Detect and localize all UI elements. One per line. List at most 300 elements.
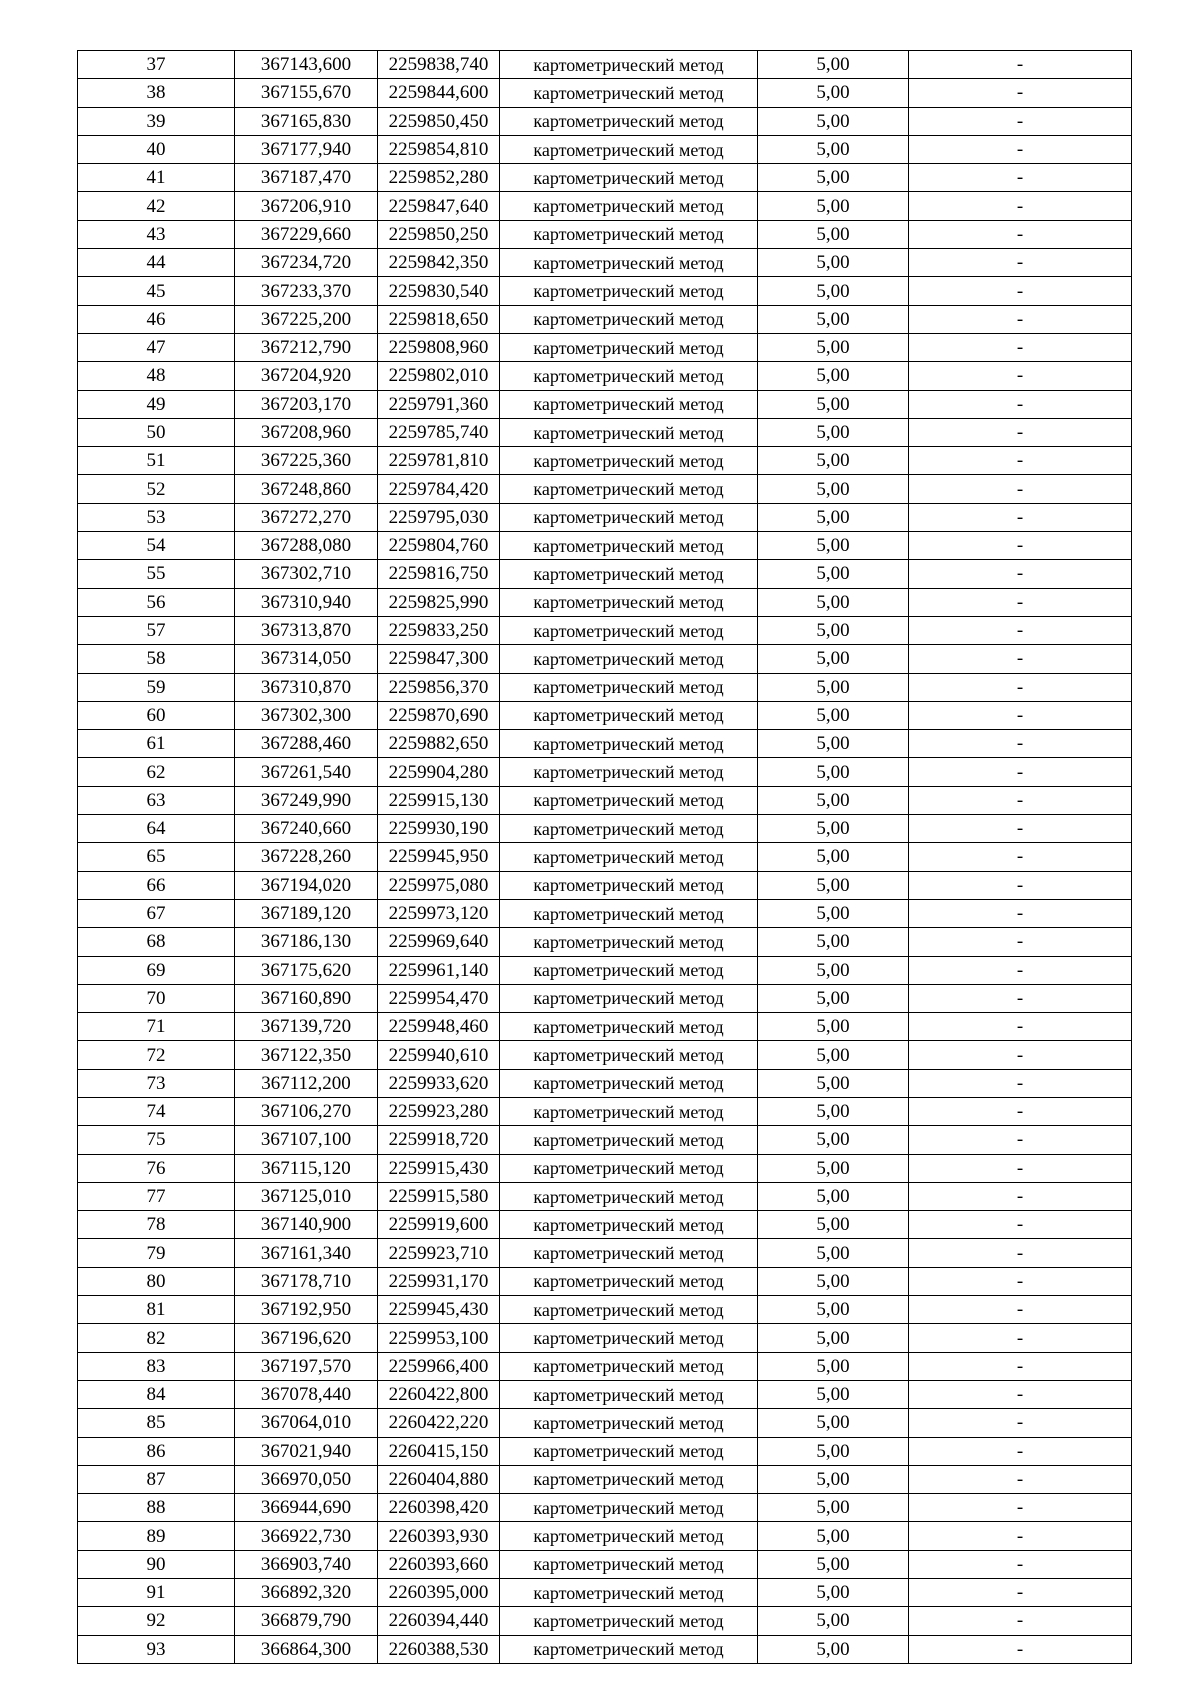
accuracy-cell: 5,00	[758, 588, 909, 616]
point-number-cell: 49	[78, 390, 235, 418]
method-cell: картометрический метод	[500, 645, 758, 673]
x-coordinate-cell: 367261,540	[235, 758, 378, 786]
y-coordinate-cell: 2259940,610	[378, 1041, 500, 1069]
y-coordinate-cell: 2260415,150	[378, 1437, 500, 1465]
note-cell: -	[909, 1522, 1132, 1550]
x-coordinate-cell: 366944,690	[235, 1494, 378, 1522]
x-coordinate-cell: 367140,900	[235, 1211, 378, 1239]
note-cell: -	[909, 277, 1132, 305]
method-cell: картометрический метод	[500, 758, 758, 786]
x-coordinate-cell: 367234,720	[235, 249, 378, 277]
method-cell: картометрический метод	[500, 249, 758, 277]
note-cell: -	[909, 871, 1132, 899]
point-number-cell: 73	[78, 1069, 235, 1097]
point-number-cell: 54	[78, 532, 235, 560]
accuracy-cell: 5,00	[758, 786, 909, 814]
note-cell: -	[909, 701, 1132, 729]
method-cell: картометрический метод	[500, 1069, 758, 1097]
y-coordinate-cell: 2259975,080	[378, 871, 500, 899]
note-cell: -	[909, 390, 1132, 418]
x-coordinate-cell: 367228,260	[235, 843, 378, 871]
note-cell: -	[909, 79, 1132, 107]
x-coordinate-cell: 367112,200	[235, 1069, 378, 1097]
method-cell: картометрический метод	[500, 107, 758, 135]
y-coordinate-cell: 2259918,720	[378, 1126, 500, 1154]
table-row	[78, 1607, 1132, 1635]
note-cell: -	[909, 1239, 1132, 1267]
accuracy-cell: 5,00	[758, 475, 909, 503]
y-coordinate-cell: 2259808,960	[378, 333, 500, 361]
method-cell: картометрический метод	[500, 815, 758, 843]
note-cell: -	[909, 758, 1132, 786]
x-coordinate-cell: 367064,010	[235, 1409, 378, 1437]
y-coordinate-cell: 2259838,740	[378, 51, 500, 79]
note-cell: -	[909, 984, 1132, 1012]
table-row	[78, 871, 1132, 899]
accuracy-cell: 5,00	[758, 645, 909, 673]
x-coordinate-cell: 367192,950	[235, 1296, 378, 1324]
note-cell: -	[909, 418, 1132, 446]
method-cell: картометрический метод	[500, 475, 758, 503]
method-cell: картометрический метод	[500, 277, 758, 305]
table-row	[78, 1267, 1132, 1295]
note-cell: -	[909, 192, 1132, 220]
accuracy-cell: 5,00	[758, 1409, 909, 1437]
method-cell: картометрический метод	[500, 1324, 758, 1352]
note-cell: -	[909, 1465, 1132, 1493]
point-number-cell: 66	[78, 871, 235, 899]
method-cell: картометрический метод	[500, 560, 758, 588]
note-cell: -	[909, 928, 1132, 956]
accuracy-cell: 5,00	[758, 673, 909, 701]
note-cell: -	[909, 1097, 1132, 1125]
note-cell: -	[909, 107, 1132, 135]
point-number-cell: 65	[78, 843, 235, 871]
note-cell: -	[909, 333, 1132, 361]
table-row	[78, 701, 1132, 729]
method-cell: картометрический метод	[500, 1267, 758, 1295]
method-cell: картометрический метод	[500, 701, 758, 729]
y-coordinate-cell: 2259915,430	[378, 1154, 500, 1182]
method-cell: картометрический метод	[500, 1494, 758, 1522]
y-coordinate-cell: 2259781,810	[378, 447, 500, 475]
note-cell: -	[909, 1211, 1132, 1239]
note-cell: -	[909, 1550, 1132, 1578]
method-cell: картометрический метод	[500, 1437, 758, 1465]
y-coordinate-cell: 2259844,600	[378, 79, 500, 107]
method-cell: картометрический метод	[500, 871, 758, 899]
accuracy-cell: 5,00	[758, 928, 909, 956]
y-coordinate-cell: 2259933,620	[378, 1069, 500, 1097]
y-coordinate-cell: 2259930,190	[378, 815, 500, 843]
note-cell: -	[909, 1126, 1132, 1154]
table-row	[78, 1352, 1132, 1380]
table-row	[78, 815, 1132, 843]
accuracy-cell: 5,00	[758, 135, 909, 163]
x-coordinate-cell: 367288,080	[235, 532, 378, 560]
note-cell: -	[909, 899, 1132, 927]
point-number-cell: 41	[78, 164, 235, 192]
method-cell: картометрический метод	[500, 984, 758, 1012]
method-cell: картометрический метод	[500, 1182, 758, 1210]
x-coordinate-cell: 367249,990	[235, 786, 378, 814]
note-cell: -	[909, 1324, 1132, 1352]
x-coordinate-cell: 367125,010	[235, 1182, 378, 1210]
point-number-cell: 58	[78, 645, 235, 673]
point-number-cell: 88	[78, 1494, 235, 1522]
point-number-cell: 71	[78, 1013, 235, 1041]
y-coordinate-cell: 2260394,440	[378, 1607, 500, 1635]
note-cell: -	[909, 1069, 1132, 1097]
x-coordinate-cell: 367161,340	[235, 1239, 378, 1267]
point-number-cell: 42	[78, 192, 235, 220]
accuracy-cell: 5,00	[758, 1324, 909, 1352]
method-cell: картометрический метод	[500, 51, 758, 79]
method-cell: картометрический метод	[500, 1579, 758, 1607]
table-row	[78, 730, 1132, 758]
method-cell: картометрический метод	[500, 616, 758, 644]
point-number-cell: 48	[78, 362, 235, 390]
point-number-cell: 75	[78, 1126, 235, 1154]
method-cell: картометрический метод	[500, 1239, 758, 1267]
x-coordinate-cell: 367186,130	[235, 928, 378, 956]
y-coordinate-cell: 2259833,250	[378, 616, 500, 644]
accuracy-cell: 5,00	[758, 701, 909, 729]
note-cell: -	[909, 645, 1132, 673]
point-number-cell: 87	[78, 1465, 235, 1493]
table-row	[78, 1550, 1132, 1578]
method-cell: картометрический метод	[500, 928, 758, 956]
accuracy-cell: 5,00	[758, 1267, 909, 1295]
note-cell: -	[909, 730, 1132, 758]
table-row	[78, 1579, 1132, 1607]
note-cell: -	[909, 560, 1132, 588]
method-cell: картометрический метод	[500, 1409, 758, 1437]
accuracy-cell: 5,00	[758, 79, 909, 107]
accuracy-cell: 5,00	[758, 1154, 909, 1182]
method-cell: картометрический метод	[500, 447, 758, 475]
accuracy-cell: 5,00	[758, 249, 909, 277]
y-coordinate-cell: 2260393,930	[378, 1522, 500, 1550]
note-cell: -	[909, 532, 1132, 560]
note-cell: -	[909, 1182, 1132, 1210]
point-number-cell: 39	[78, 107, 235, 135]
method-cell: картометрический метод	[500, 1154, 758, 1182]
y-coordinate-cell: 2259923,280	[378, 1097, 500, 1125]
table-row	[78, 418, 1132, 446]
x-coordinate-cell: 367204,920	[235, 362, 378, 390]
note-cell: -	[909, 1409, 1132, 1437]
accuracy-cell: 5,00	[758, 164, 909, 192]
y-coordinate-cell: 2259802,010	[378, 362, 500, 390]
note-cell: -	[909, 135, 1132, 163]
x-coordinate-cell: 367310,870	[235, 673, 378, 701]
method-cell: картометрический метод	[500, 164, 758, 192]
accuracy-cell: 5,00	[758, 107, 909, 135]
method-cell: картометрический метод	[500, 305, 758, 333]
table-row	[78, 1635, 1132, 1663]
note-cell: -	[909, 220, 1132, 248]
point-number-cell: 40	[78, 135, 235, 163]
point-number-cell: 92	[78, 1607, 235, 1635]
method-cell: картометрический метод	[500, 503, 758, 531]
accuracy-cell: 5,00	[758, 277, 909, 305]
note-cell: -	[909, 1267, 1132, 1295]
x-coordinate-cell: 366903,740	[235, 1550, 378, 1578]
table-row	[78, 1097, 1132, 1125]
x-coordinate-cell: 367194,020	[235, 871, 378, 899]
accuracy-cell: 5,00	[758, 1211, 909, 1239]
method-cell: картометрический метод	[500, 843, 758, 871]
y-coordinate-cell: 2259850,450	[378, 107, 500, 135]
table-row	[78, 899, 1132, 927]
y-coordinate-cell: 2259904,280	[378, 758, 500, 786]
note-cell: -	[909, 1437, 1132, 1465]
accuracy-cell: 5,00	[758, 51, 909, 79]
accuracy-cell: 5,00	[758, 1296, 909, 1324]
table-row	[78, 192, 1132, 220]
table-row	[78, 1465, 1132, 1493]
note-cell: -	[909, 673, 1132, 701]
point-number-cell: 45	[78, 277, 235, 305]
y-coordinate-cell: 2259931,170	[378, 1267, 500, 1295]
method-cell: картометрический метод	[500, 899, 758, 927]
accuracy-cell: 5,00	[758, 503, 909, 531]
table-row	[78, 447, 1132, 475]
accuracy-cell: 5,00	[758, 220, 909, 248]
y-coordinate-cell: 2260393,660	[378, 1550, 500, 1578]
accuracy-cell: 5,00	[758, 1607, 909, 1635]
point-number-cell: 81	[78, 1296, 235, 1324]
method-cell: картометрический метод	[500, 1522, 758, 1550]
accuracy-cell: 5,00	[758, 843, 909, 871]
method-cell: картометрический метод	[500, 362, 758, 390]
y-coordinate-cell: 2259961,140	[378, 956, 500, 984]
method-cell: картометрический метод	[500, 333, 758, 361]
table-row	[78, 1154, 1132, 1182]
method-cell: картометрический метод	[500, 192, 758, 220]
note-cell: -	[909, 1579, 1132, 1607]
table-row	[78, 362, 1132, 390]
table-row	[78, 758, 1132, 786]
method-cell: картометрический метод	[500, 1380, 758, 1408]
note-cell: -	[909, 786, 1132, 814]
x-coordinate-cell: 367122,350	[235, 1041, 378, 1069]
y-coordinate-cell: 2260422,220	[378, 1409, 500, 1437]
note-cell: -	[909, 588, 1132, 616]
table-row	[78, 1296, 1132, 1324]
method-cell: картометрический метод	[500, 532, 758, 560]
method-cell: картометрический метод	[500, 1126, 758, 1154]
method-cell: картометрический метод	[500, 786, 758, 814]
coordinates-table-body	[78, 51, 1132, 1664]
method-cell: картометрический метод	[500, 956, 758, 984]
x-coordinate-cell: 366879,790	[235, 1607, 378, 1635]
x-coordinate-cell: 367139,720	[235, 1013, 378, 1041]
x-coordinate-cell: 367160,890	[235, 984, 378, 1012]
accuracy-cell: 5,00	[758, 1380, 909, 1408]
table-row	[78, 560, 1132, 588]
table-row	[78, 928, 1132, 956]
method-cell: картометрический метод	[500, 418, 758, 446]
x-coordinate-cell: 367106,270	[235, 1097, 378, 1125]
accuracy-cell: 5,00	[758, 447, 909, 475]
y-coordinate-cell: 2259856,370	[378, 673, 500, 701]
table-row	[78, 107, 1132, 135]
accuracy-cell: 5,00	[758, 1579, 909, 1607]
x-coordinate-cell: 367248,860	[235, 475, 378, 503]
y-coordinate-cell: 2259919,600	[378, 1211, 500, 1239]
point-number-cell: 37	[78, 51, 235, 79]
x-coordinate-cell: 367212,790	[235, 333, 378, 361]
y-coordinate-cell: 2259945,430	[378, 1296, 500, 1324]
point-number-cell: 82	[78, 1324, 235, 1352]
accuracy-cell: 5,00	[758, 899, 909, 927]
note-cell: -	[909, 1380, 1132, 1408]
accuracy-cell: 5,00	[758, 1494, 909, 1522]
y-coordinate-cell: 2259915,130	[378, 786, 500, 814]
y-coordinate-cell: 2259847,300	[378, 645, 500, 673]
point-number-cell: 55	[78, 560, 235, 588]
point-number-cell: 56	[78, 588, 235, 616]
point-number-cell: 63	[78, 786, 235, 814]
point-number-cell: 51	[78, 447, 235, 475]
note-cell: -	[909, 843, 1132, 871]
note-cell: -	[909, 1041, 1132, 1069]
note-cell: -	[909, 956, 1132, 984]
table-row	[78, 673, 1132, 701]
accuracy-cell: 5,00	[758, 1013, 909, 1041]
y-coordinate-cell: 2259854,810	[378, 135, 500, 163]
accuracy-cell: 5,00	[758, 333, 909, 361]
table-row	[78, 1211, 1132, 1239]
point-number-cell: 67	[78, 899, 235, 927]
table-row	[78, 277, 1132, 305]
table-row	[78, 249, 1132, 277]
accuracy-cell: 5,00	[758, 815, 909, 843]
point-number-cell: 93	[78, 1635, 235, 1663]
accuracy-cell: 5,00	[758, 871, 909, 899]
y-coordinate-cell: 2259795,030	[378, 503, 500, 531]
point-number-cell: 76	[78, 1154, 235, 1182]
y-coordinate-cell: 2259948,460	[378, 1013, 500, 1041]
x-coordinate-cell: 366922,730	[235, 1522, 378, 1550]
method-cell: картометрический метод	[500, 1465, 758, 1493]
x-coordinate-cell: 367196,620	[235, 1324, 378, 1352]
y-coordinate-cell: 2259818,650	[378, 305, 500, 333]
method-cell: картометрический метод	[500, 730, 758, 758]
point-number-cell: 77	[78, 1182, 235, 1210]
accuracy-cell: 5,00	[758, 390, 909, 418]
point-number-cell: 90	[78, 1550, 235, 1578]
accuracy-cell: 5,00	[758, 1069, 909, 1097]
method-cell: картометрический метод	[500, 1211, 758, 1239]
table-row	[78, 135, 1132, 163]
note-cell: -	[909, 51, 1132, 79]
point-number-cell: 57	[78, 616, 235, 644]
accuracy-cell: 5,00	[758, 1635, 909, 1663]
x-coordinate-cell: 367078,440	[235, 1380, 378, 1408]
note-cell: -	[909, 503, 1132, 531]
method-cell: картометрический метод	[500, 220, 758, 248]
accuracy-cell: 5,00	[758, 305, 909, 333]
x-coordinate-cell: 367208,960	[235, 418, 378, 446]
note-cell: -	[909, 1013, 1132, 1041]
method-cell: картометрический метод	[500, 1013, 758, 1041]
x-coordinate-cell: 367189,120	[235, 899, 378, 927]
method-cell: картометрический метод	[500, 1041, 758, 1069]
method-cell: картометрический метод	[500, 1352, 758, 1380]
x-coordinate-cell: 367314,050	[235, 645, 378, 673]
point-number-cell: 83	[78, 1352, 235, 1380]
x-coordinate-cell: 367225,200	[235, 305, 378, 333]
accuracy-cell: 5,00	[758, 1239, 909, 1267]
point-number-cell: 52	[78, 475, 235, 503]
point-number-cell: 72	[78, 1041, 235, 1069]
point-number-cell: 43	[78, 220, 235, 248]
table-row	[78, 51, 1132, 79]
table-row	[78, 1494, 1132, 1522]
x-coordinate-cell: 367115,120	[235, 1154, 378, 1182]
table-row	[78, 1069, 1132, 1097]
point-number-cell: 85	[78, 1409, 235, 1437]
accuracy-cell: 5,00	[758, 758, 909, 786]
y-coordinate-cell: 2259785,740	[378, 418, 500, 446]
note-cell: -	[909, 1607, 1132, 1635]
accuracy-cell: 5,00	[758, 1126, 909, 1154]
note-cell: -	[909, 1154, 1132, 1182]
note-cell: -	[909, 1635, 1132, 1663]
accuracy-cell: 5,00	[758, 1437, 909, 1465]
y-coordinate-cell: 2259852,280	[378, 164, 500, 192]
y-coordinate-cell: 2260395,000	[378, 1579, 500, 1607]
note-cell: -	[909, 164, 1132, 192]
table-row	[78, 79, 1132, 107]
note-cell: -	[909, 1296, 1132, 1324]
table-row	[78, 1013, 1132, 1041]
point-number-cell: 78	[78, 1211, 235, 1239]
method-cell: картометрический метод	[500, 588, 758, 616]
y-coordinate-cell: 2260388,530	[378, 1635, 500, 1663]
coordinates-table	[77, 50, 1132, 1664]
point-number-cell: 53	[78, 503, 235, 531]
method-cell: картометрический метод	[500, 1635, 758, 1663]
table-row	[78, 956, 1132, 984]
y-coordinate-cell: 2259969,640	[378, 928, 500, 956]
x-coordinate-cell: 367225,360	[235, 447, 378, 475]
x-coordinate-cell: 367203,170	[235, 390, 378, 418]
y-coordinate-cell: 2259842,350	[378, 249, 500, 277]
point-number-cell: 68	[78, 928, 235, 956]
y-coordinate-cell: 2259915,580	[378, 1182, 500, 1210]
y-coordinate-cell: 2259784,420	[378, 475, 500, 503]
accuracy-cell: 5,00	[758, 560, 909, 588]
y-coordinate-cell: 2259847,640	[378, 192, 500, 220]
accuracy-cell: 5,00	[758, 1522, 909, 1550]
note-cell: -	[909, 447, 1132, 475]
table-row	[78, 1522, 1132, 1550]
x-coordinate-cell: 367155,670	[235, 79, 378, 107]
y-coordinate-cell: 2259973,120	[378, 899, 500, 927]
point-number-cell: 47	[78, 333, 235, 361]
accuracy-cell: 5,00	[758, 1465, 909, 1493]
x-coordinate-cell: 366864,300	[235, 1635, 378, 1663]
table-row	[78, 1437, 1132, 1465]
table-row	[78, 475, 1132, 503]
x-coordinate-cell: 367302,300	[235, 701, 378, 729]
table-row	[78, 984, 1132, 1012]
note-cell: -	[909, 1494, 1132, 1522]
